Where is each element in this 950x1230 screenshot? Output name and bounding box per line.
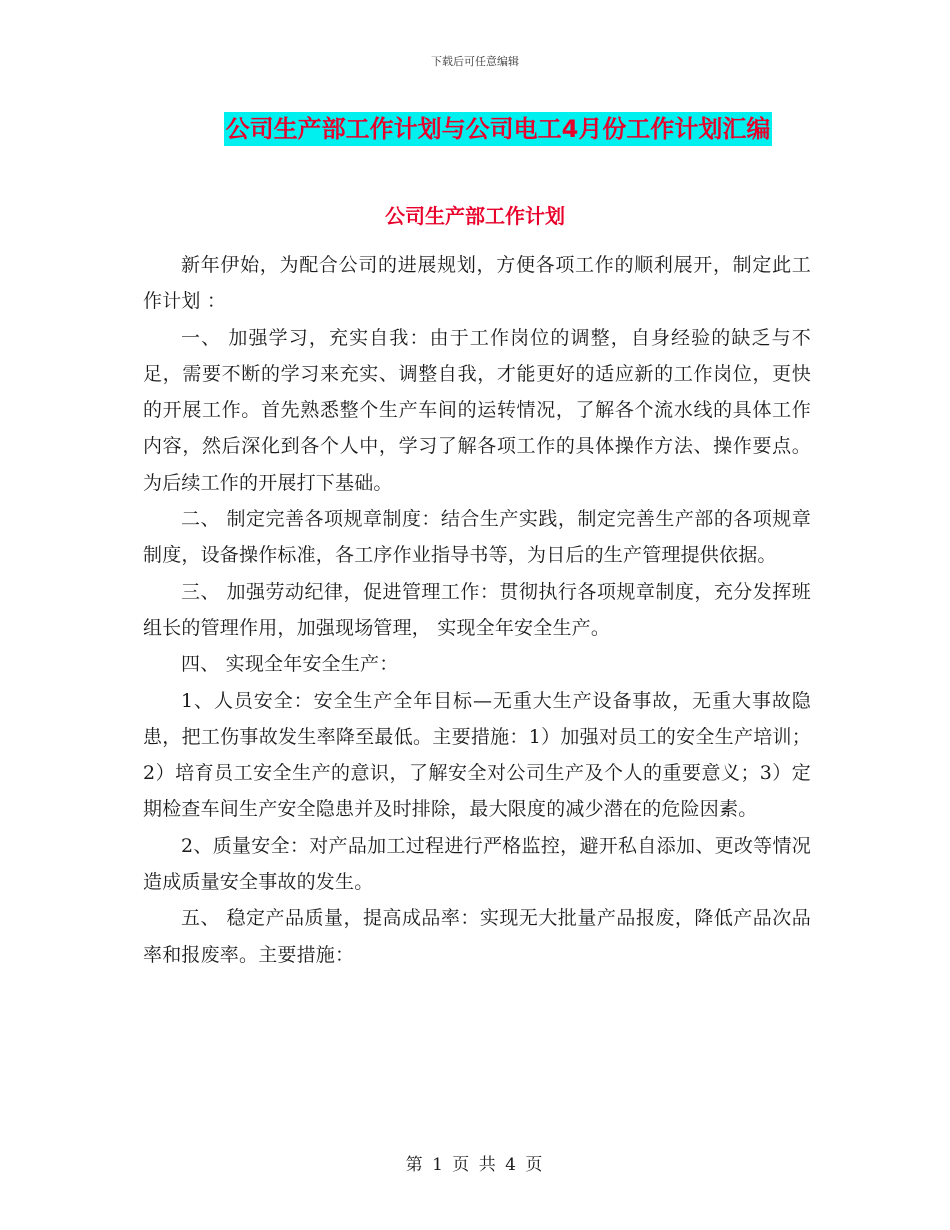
section-title: 公司生产部工作计划 bbox=[385, 204, 565, 228]
paragraph-intro: 新年伊始，为配合公司的进展规划，方便各项工作的顺利展开，制定此工作计划 ： bbox=[143, 254, 811, 313]
paragraph-item-3: 三、 加强劳动纪律，促进管理工作：贯彻执行各项规章制度，充分发挥班组长的管理作用，加强现场管理， 实现全年安全生产。 bbox=[143, 580, 811, 639]
paragraph-item-4-2: 2、质量安全：对产品加工过程进行严格监控，避开私自添加、更改等情况造成质量安全事故的发生。 bbox=[143, 834, 811, 894]
paragraph-item-2: 二、 制定完善各项规章制度：结合生产实践，制定完善生产部的各项规章制度，设备操作标准，各工序作业指导书等，为日后的生产管理提供依据。 bbox=[143, 508, 811, 567]
document-title: 公司生产部工作计划与公司电工4月份工作计划汇编 bbox=[224, 112, 773, 146]
header-note: 下载后可任意编辑 bbox=[431, 55, 519, 68]
paragraph-item-5: 五、 稳定产品质量，提高成品率：实现无大批量产品报废，降低产品次品率和报废率。主要措施： bbox=[143, 907, 811, 966]
document-body bbox=[143, 247, 811, 973]
document-title-container bbox=[0, 112, 950, 146]
paragraph-item-4-1: 1、人员安全：安全生产全年目标—无重大生产设备事故，无重大事故隐患，把工伤事故发生率降至最低。主要措施：1）加强对员工的安全生产培训；2）培育员工安全生产的意识，了解安全对公司生产及个人的重要意义；3）定期检查车间生产安全隐患并及时排除，最大限度的减少潜在的危险因素。 bbox=[143, 689, 811, 821]
paragraph-item-4: 四、 实现全年安全生产： bbox=[181, 653, 399, 676]
paragraph-item-1: 一、 加强学习，充实自我：由于工作岗位的调整，自身经验的缺乏与不足，需要不断的学习来充实、调整自我，才能更好的适应新的工作岗位，更快的开展工作。首先熟悉整个生产车间的运转情况，了解各个流水线的具体工作内容，然后深化到各个人中，学习了解各项工作的具体操作方法、操作要点。为后续工作的开展打下基础。 bbox=[143, 326, 811, 494]
page-footer: 第 1 页 共 4 页 bbox=[405, 1155, 545, 1175]
